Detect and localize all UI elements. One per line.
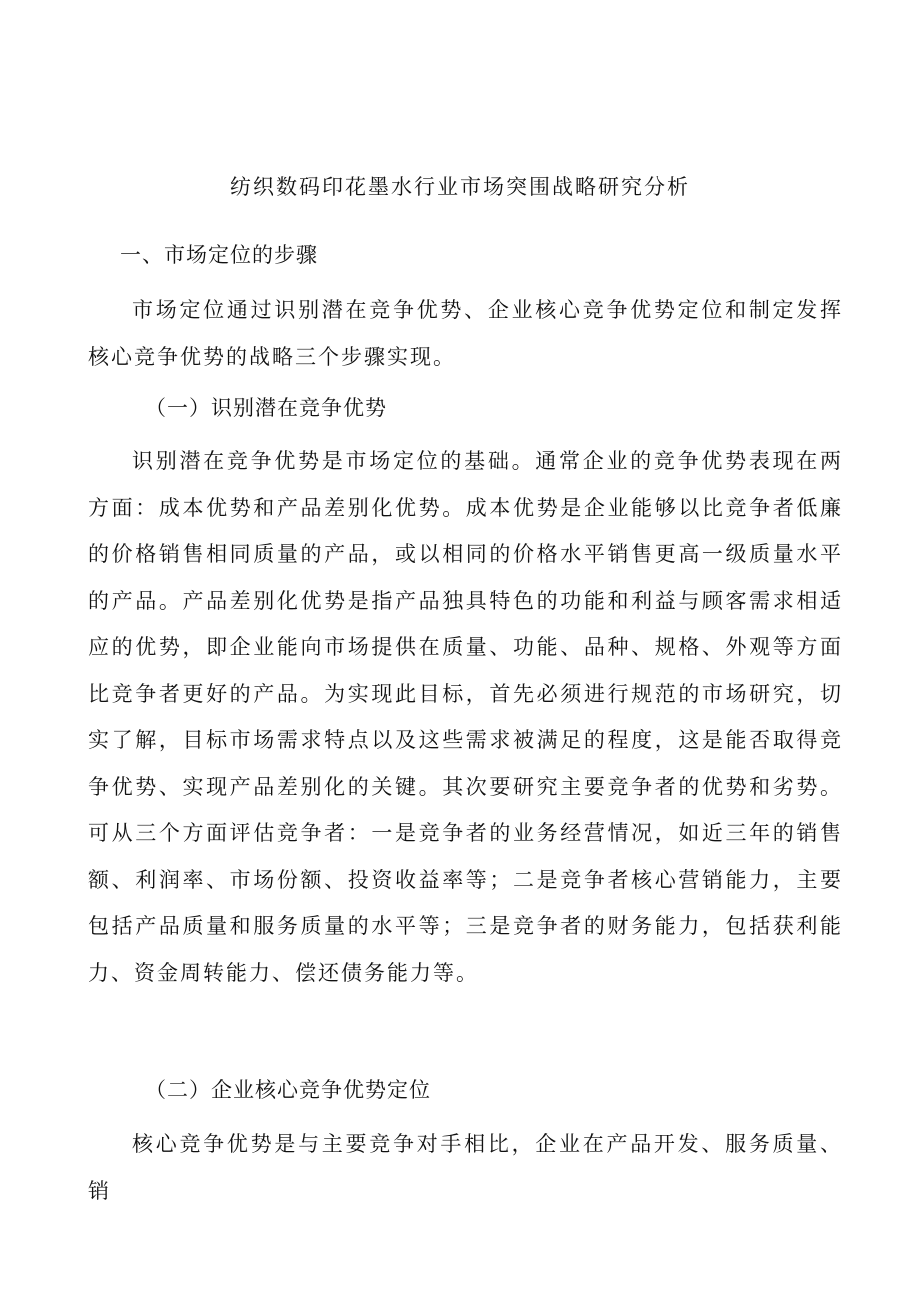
document-title: 纺织数码印花墨水行业市场突围战略研究分析 (230, 175, 690, 199)
subsection-heading-potential-advantage: （一）识别潜在竞争优势 (145, 396, 387, 420)
section-intro-paragraph: 市场定位通过识别潜在竞争优势、企业核心竞争优势定位和制定发挥核心竞争优势的战略三个步骤实现。 (88, 298, 843, 369)
subsection-body-potential-advantage: 识别潜在竞争优势是市场定位的基础。通常企业的竞争优势表现在两方面：成本优势和产品差别化优势。成本优势是企业能够以比竞争者低廉的价格销售相同质量的产品，或以相同的价格水平销售更高一级质量水平的产品。产品差别化优势是指产品独具特色的功能和利益与顾客需求相适应的优势，即企业能向市场提供在质量、功能、品种、规格、外观等方面比竞争者更好的产品。为实现此目标，首先必须进行规范的市场研究，切实了解，目标市场需求特点以及这些需求被满足的程度，这是能否取得竞争优势、实现产品差别化的关键。其次要研究主要竞争者的优势和劣势。可从三个方面评估竞争者：一是竞争者的业务经营情况，如近三年的销售额、利润率、市场份额、投资收益率等；二是竞争者核心营销能力，主要包括产品质量和服务质量的水平等；三是竞争者的财务能力，包括获利能力、资金周转能力、偿还债务能力等。 (88, 449, 843, 985)
section-heading-market-positioning-steps: 一、市场定位的步骤 (120, 243, 318, 267)
subsection-body-core-advantage: 核心竞争优势是与主要竞争对手相比，企业在产品开发、服务质量、销 (88, 1132, 843, 1203)
subsection-heading-core-advantage: （二）企业核心竞争优势定位 (145, 1078, 431, 1102)
